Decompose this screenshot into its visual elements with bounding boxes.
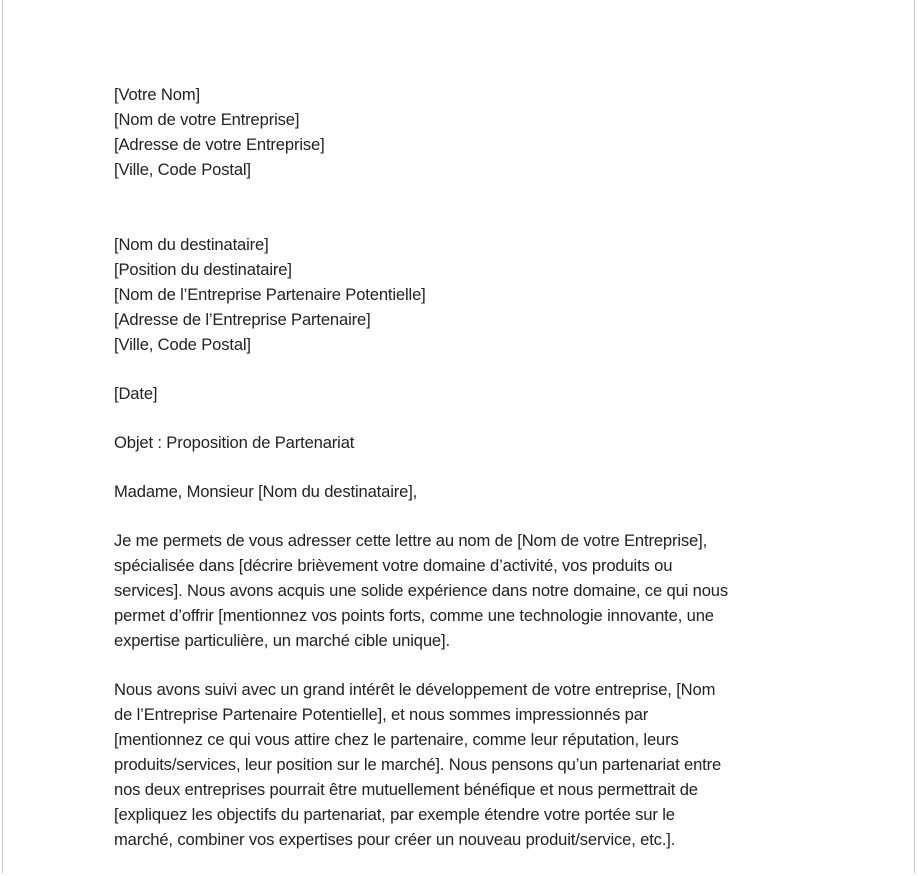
paragraph-line: nos deux entreprises pourrait être mutuellement bénéfique et nous permettrait de xyxy=(114,780,698,799)
paragraph-line: Je me permets de vous adresser cette lettre au nom de [Nom de votre Entreprise], xyxy=(114,531,708,550)
sender-city-postal: [Ville, Code Postal] xyxy=(114,160,251,179)
sender-name: [Votre Nom] xyxy=(114,85,200,104)
paragraph-line: spécialisée dans [décrire brièvement votre domaine d’activité, vos produits ou xyxy=(114,556,673,575)
letter-body[interactable] xyxy=(114,82,814,876)
recipient-company-address: [Adresse de l’Entreprise Partenaire] xyxy=(114,310,371,329)
paragraph-line: permet d’offrir [mentionnez vos points forts, comme une technologie innovante, une xyxy=(114,606,714,625)
recipient-address-block xyxy=(114,232,814,357)
letter-subject: Objet : Proposition de Partenariat xyxy=(114,433,355,452)
recipient-name: [Nom du destinataire] xyxy=(114,235,269,254)
paragraph-line: Nous avons suivi avec un grand intérêt le développement de votre entreprise, [Nom xyxy=(114,680,716,699)
paragraph-line: de l’Entreprise Partenaire Potentielle], et nous sommes impressionnés par xyxy=(114,705,649,724)
letter-date: [Date] xyxy=(114,384,158,403)
paragraph-line: [expliquez les objectifs du partenariat, par exemple étendre votre portée sur le xyxy=(114,805,675,824)
sender-company: [Nom de votre Entreprise] xyxy=(114,110,300,129)
sender-company-address: [Adresse de votre Entreprise] xyxy=(114,135,325,154)
sender-address-block xyxy=(114,82,814,182)
paragraph-line: expertise particulière, un marché cible unique]. xyxy=(114,631,450,650)
body-paragraph-1 xyxy=(114,528,814,653)
recipient-company: [Nom de l’Entreprise Partenaire Potentielle] xyxy=(114,285,426,304)
paragraph-line: services]. Nous avons acquis une solide expérience dans notre domaine, ce qui nous xyxy=(114,581,729,600)
paragraph-line: [mentionnez ce qui vous attire chez le partenaire, comme leur réputation, leurs xyxy=(114,730,679,749)
letter-salutation: Madame, Monsieur [Nom du destinataire], xyxy=(114,482,418,501)
paragraph-line: produits/services, leur position sur le marché]. Nous pensons qu’un partenariat entre xyxy=(114,755,722,774)
recipient-position: [Position du destinataire] xyxy=(114,260,292,279)
paragraph-line: marché, combiner vos expertises pour créer un nouveau produit/service, etc.]. xyxy=(114,830,676,849)
recipient-city-postal: [Ville, Code Postal] xyxy=(114,335,251,354)
body-paragraph-2 xyxy=(114,677,814,852)
document-page xyxy=(2,0,915,873)
